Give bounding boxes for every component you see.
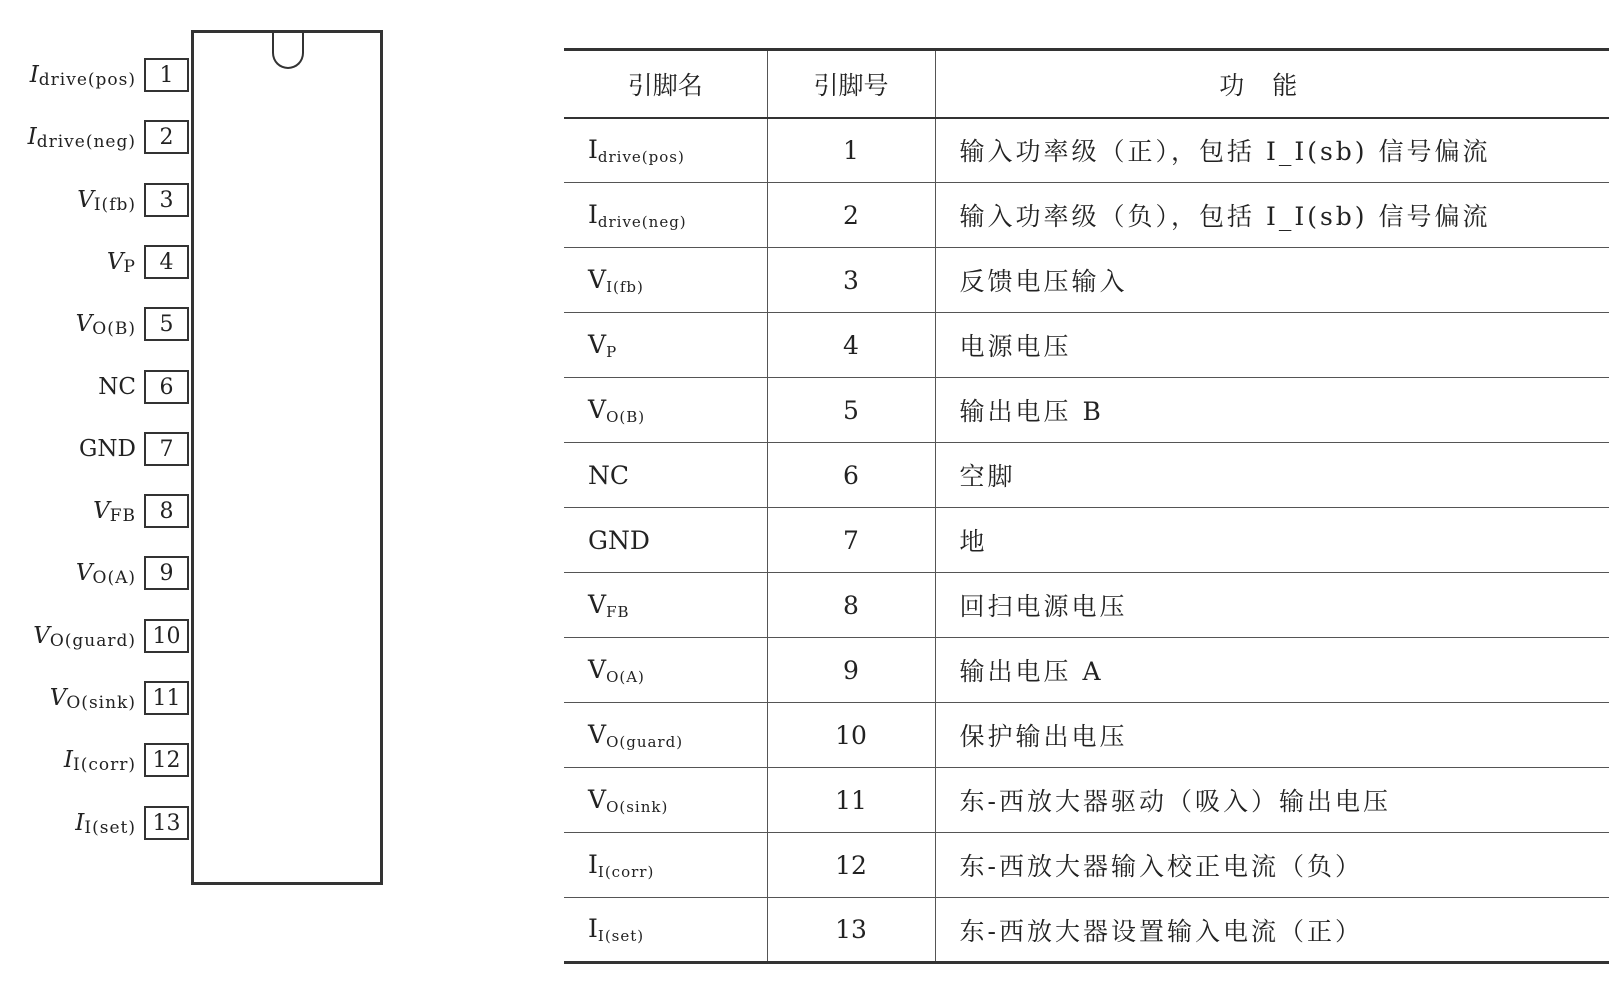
cell-pin-name bbox=[564, 573, 767, 638]
cell-pin-function: 保护输出电压 bbox=[935, 703, 1609, 768]
pin-symbol-subscript: O(sink) bbox=[66, 693, 136, 713]
cell-pin-name bbox=[564, 443, 767, 508]
table-row bbox=[564, 833, 1609, 898]
pin-name-symbol: V bbox=[588, 394, 607, 424]
pin-symbol: I bbox=[27, 124, 37, 151]
cell-pin-function: 反馈电压输入 bbox=[935, 248, 1609, 313]
ic-pin bbox=[0, 245, 192, 279]
pin-symbol-subscript: drive(neg) bbox=[36, 132, 136, 153]
ic-pinout-diagram bbox=[0, 0, 400, 983]
cell-pin-name bbox=[564, 833, 767, 898]
ic-pin bbox=[0, 556, 192, 590]
pin-symbol: V bbox=[77, 186, 94, 213]
ic-pin bbox=[0, 494, 192, 528]
pin-symbol: I bbox=[63, 747, 73, 774]
ic-pin-label bbox=[75, 806, 136, 840]
pin-name-symbol: I bbox=[588, 134, 598, 164]
cell-pin-function: 东-西放大器输入校正电流（负） bbox=[935, 833, 1609, 898]
ic-pin-number: 12 bbox=[144, 743, 189, 777]
pin-symbol-subscript: drive(pos) bbox=[38, 70, 136, 90]
pin-symbol-subscript: I(fb) bbox=[93, 194, 136, 215]
pin-name-subscript: I(corr) bbox=[597, 862, 655, 881]
ic-pin-label bbox=[64, 743, 136, 777]
pin-symbol: V bbox=[33, 622, 50, 649]
pin-name-symbol: I bbox=[588, 914, 598, 943]
cell-pin-number: 9 bbox=[767, 638, 935, 703]
pin-name-subscript: drive(neg) bbox=[597, 212, 687, 231]
pin-name-subscript: O(B) bbox=[606, 407, 646, 426]
header-function: 功能 bbox=[935, 50, 1609, 118]
ic-package-body bbox=[191, 30, 383, 885]
cell-pin-function: 东-西放大器驱动（吸入）输出电压 bbox=[935, 768, 1609, 833]
table-header-row bbox=[564, 50, 1609, 118]
pin-name-subscript: P bbox=[606, 342, 618, 361]
cell-pin-number: 3 bbox=[767, 248, 935, 313]
ic-pin-number: 13 bbox=[144, 806, 189, 840]
ic-pin-number: 1 bbox=[144, 58, 189, 92]
table-row bbox=[564, 508, 1609, 573]
cell-pin-name bbox=[564, 183, 767, 248]
table-row bbox=[564, 313, 1609, 378]
cell-pin-name bbox=[564, 508, 767, 573]
pin-function-table bbox=[564, 48, 1609, 964]
table-row bbox=[564, 443, 1609, 508]
header-pin-name: 引脚名 bbox=[564, 50, 767, 118]
table-row bbox=[564, 183, 1609, 248]
header-pin-number: 引脚号 bbox=[767, 50, 935, 118]
cell-pin-function: 电源电压 bbox=[935, 313, 1609, 378]
ic-pin-label bbox=[30, 58, 136, 92]
cell-pin-name bbox=[564, 768, 767, 833]
ic-pin-label bbox=[98, 370, 136, 404]
cell-pin-function: 输入功率级（正），包括 I_I(sb) 信号偏流 bbox=[935, 118, 1609, 183]
pin-name-subscript: O(sink) bbox=[606, 797, 669, 816]
pin-symbol: V bbox=[75, 311, 93, 338]
ic-pin bbox=[0, 681, 192, 715]
cell-pin-function: 空脚 bbox=[935, 443, 1609, 508]
pin-symbol: I bbox=[29, 62, 39, 88]
cell-pin-name bbox=[564, 313, 767, 378]
cell-pin-number: 11 bbox=[767, 768, 935, 833]
ic-pin-number: 11 bbox=[144, 681, 189, 715]
ic-pin-label bbox=[76, 307, 136, 341]
ic-pin-number: 3 bbox=[144, 183, 189, 217]
table-row bbox=[564, 118, 1609, 183]
ic-pin-label bbox=[107, 245, 136, 279]
pin-name-symbol: I bbox=[588, 199, 598, 229]
pin-name-symbol: V bbox=[588, 264, 607, 294]
cell-pin-number: 8 bbox=[767, 573, 935, 638]
cell-pin-name bbox=[564, 703, 767, 768]
cell-pin-number: 1 bbox=[767, 118, 935, 183]
pin-name-symbol: GND bbox=[588, 525, 650, 555]
ic-pin-label bbox=[79, 432, 136, 466]
pin-name-subscript: FB bbox=[606, 602, 630, 621]
pin-name-symbol: V bbox=[588, 654, 607, 684]
ic-pin-number: 9 bbox=[144, 556, 189, 590]
cell-pin-function: 输入功率级（负），包括 I_I(sb) 信号偏流 bbox=[935, 183, 1609, 248]
cell-pin-number: 12 bbox=[767, 833, 935, 898]
cell-pin-number: 7 bbox=[767, 508, 935, 573]
pin-name-symbol: I bbox=[588, 849, 598, 879]
cell-pin-number: 4 bbox=[767, 313, 935, 378]
pin-name-symbol: V bbox=[588, 589, 607, 619]
pin-symbol: V bbox=[106, 248, 124, 275]
pin-name-symbol: NC bbox=[588, 460, 630, 490]
pin-symbol: V bbox=[75, 560, 93, 587]
pin-name-subscript: O(guard) bbox=[606, 732, 684, 751]
ic-pin bbox=[0, 619, 192, 653]
table-row bbox=[564, 768, 1609, 833]
cell-pin-name bbox=[564, 118, 767, 183]
pin-symbol-subscript: FB bbox=[109, 506, 136, 527]
pin-symbol: V bbox=[49, 685, 67, 711]
ic-pin bbox=[0, 58, 192, 92]
ic-pin-label bbox=[50, 681, 136, 715]
cell-pin-number: 10 bbox=[767, 703, 935, 768]
ic-pin-number: 4 bbox=[144, 245, 189, 279]
pin-symbol-subscript: P bbox=[123, 256, 136, 277]
table-body bbox=[564, 118, 1609, 963]
ic-pin-label bbox=[77, 183, 136, 217]
pin-name-subscript: I(set) bbox=[597, 927, 645, 945]
pin-symbol: NC bbox=[98, 373, 136, 400]
ic-pin-number: 7 bbox=[144, 432, 189, 466]
cell-pin-number: 5 bbox=[767, 378, 935, 443]
ic-pin-label bbox=[33, 619, 136, 653]
table-row bbox=[564, 703, 1609, 768]
cell-pin-name bbox=[564, 638, 767, 703]
cell-pin-function: 回扫电源电压 bbox=[935, 573, 1609, 638]
cell-pin-number: 2 bbox=[767, 183, 935, 248]
pin-symbol-subscript: O(A) bbox=[92, 568, 136, 589]
ic-pin bbox=[0, 432, 192, 466]
cell-pin-name bbox=[564, 898, 767, 963]
cell-pin-number: 13 bbox=[767, 898, 935, 963]
pin-symbol: I bbox=[75, 809, 85, 836]
pin-symbol-subscript: O(guard) bbox=[49, 630, 136, 651]
table-row bbox=[564, 898, 1609, 963]
ic-pin-number: 5 bbox=[144, 307, 189, 341]
pin-name-subscript: O(A) bbox=[606, 667, 645, 686]
ic-pin-number: 8 bbox=[144, 494, 189, 528]
table-row bbox=[564, 378, 1609, 443]
pin-symbol: V bbox=[93, 498, 110, 525]
ic-pin-number: 2 bbox=[144, 120, 189, 154]
pin-symbol: GND bbox=[79, 435, 136, 462]
ic-pin bbox=[0, 120, 192, 154]
ic-pin bbox=[0, 743, 192, 777]
pin-symbol-subscript: I(set) bbox=[84, 817, 136, 838]
pin1-notch bbox=[272, 33, 304, 69]
ic-pin bbox=[0, 183, 192, 217]
ic-pin-number: 6 bbox=[144, 370, 189, 404]
cell-pin-function: 东-西放大器设置输入电流（正） bbox=[935, 898, 1609, 963]
table-row bbox=[564, 573, 1609, 638]
cell-pin-name bbox=[564, 378, 767, 443]
pin-symbol-subscript: O(B) bbox=[92, 319, 136, 340]
cell-pin-function: 地 bbox=[935, 508, 1609, 573]
ic-pin-number: 10 bbox=[144, 619, 189, 653]
pin-name-symbol: V bbox=[588, 329, 607, 359]
ic-pin-label bbox=[28, 120, 136, 154]
ic-pin bbox=[0, 307, 192, 341]
cell-pin-name bbox=[564, 248, 767, 313]
ic-pin bbox=[0, 370, 192, 404]
pin-name-symbol: V bbox=[588, 784, 607, 814]
cell-pin-number: 6 bbox=[767, 443, 935, 508]
cell-pin-function: 输出电压 B bbox=[935, 378, 1609, 443]
table-row bbox=[564, 638, 1609, 703]
table-row bbox=[564, 248, 1609, 313]
ic-pin bbox=[0, 806, 192, 840]
pin-name-subscript: drive(pos) bbox=[597, 147, 685, 166]
pin-name-symbol: V bbox=[588, 719, 607, 749]
pin-name-subscript: I(fb) bbox=[606, 277, 644, 296]
cell-pin-function: 输出电压 A bbox=[935, 638, 1609, 703]
ic-pin-label bbox=[93, 494, 136, 528]
ic-pin-label bbox=[76, 556, 136, 590]
pin-symbol-subscript: I(corr) bbox=[73, 755, 136, 776]
